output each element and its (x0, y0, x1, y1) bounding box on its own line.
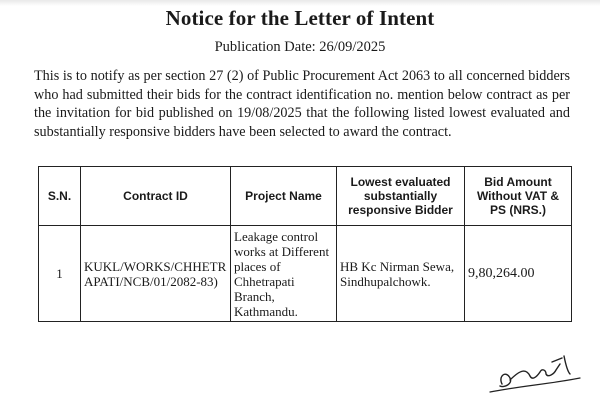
table-header-row (39, 167, 572, 226)
cell-sn: 1 (39, 226, 81, 322)
cell-contract-id: KUKL/WORKS/CHHETRAPATI/NCB/01/2082-83) (81, 226, 231, 322)
header-contract-id: Contract ID (81, 167, 231, 226)
header-sn: S.N. (39, 167, 81, 226)
cell-bidder: HB Kc Nirman Sewa, Sindhupalchowk. (337, 226, 465, 322)
table-row (39, 226, 572, 322)
cell-project-name: Leakage control works at Different places of Chhetrapati Branch, Kathmandu. (231, 226, 337, 322)
header-project-name: Project Name (231, 167, 337, 226)
handwritten-signature (480, 340, 590, 400)
header-bid-amount: Bid Amount Without VAT & PS (NRS.) (465, 167, 572, 226)
publication-date: Publication Date: 26/09/2025 (214, 39, 386, 55)
notice-body: This is to notify as per section 27 (2) of Public Procurement Act 2063 to all concerned bidders who had submitted their bids for the contract identification no. mention below contract as per the invitation for bid published on 19/08/2025 that the following listed lowest evaluated and substantially responsive bidders have been selected to award the contract. (34, 68, 570, 140)
cell-bid-amount: 9,80,264.00 (465, 226, 572, 322)
notice-title: Notice for the Letter of Intent (165, 6, 435, 30)
award-table (38, 166, 572, 322)
header-bidder: Lowest evaluated substantially responsive Bidder (337, 167, 465, 226)
